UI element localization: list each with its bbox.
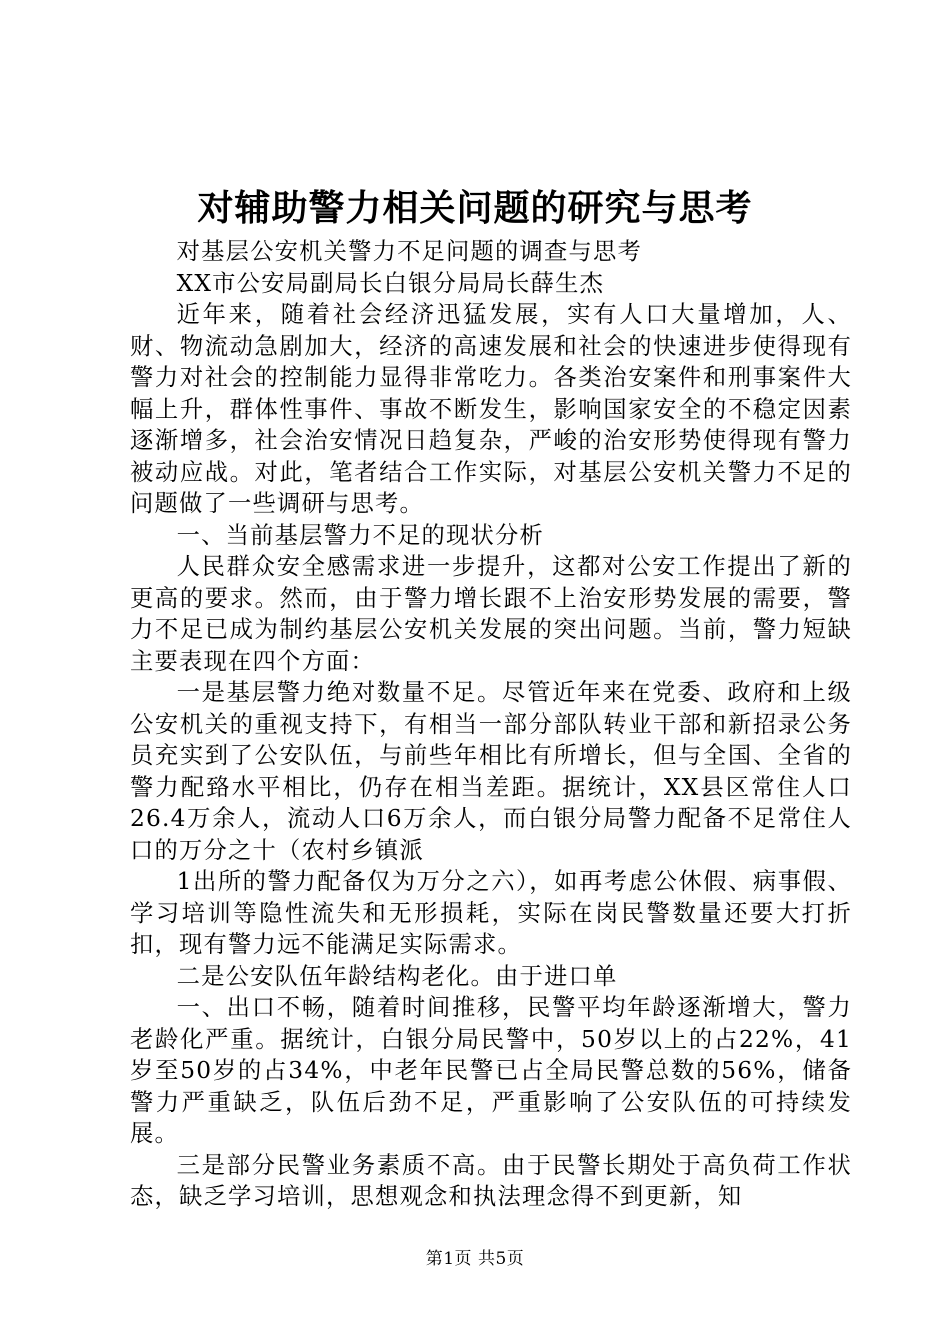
paragraph: 近年来，随着社会经济迅猛发展，实有人口大量增加，人、财、物流动急剧加大，经济的高速发展和社会的快速进步使得现有警力对社会的控制能力显得非常吃力。各类治安案件和刑事案件大幅上升，群体性事件、事故不断发生，影响国家安全的不稳定因素逐渐增多，社会治安情况日趋复杂，严峻的治安形势使得现有警力被动应战。对此，笔者结合工作实际，对基层公安机关警力不足的问题做了一些调研与思考。 [130, 301, 852, 517]
page-title: 对辅助警力相关问题的研究与思考 [197, 187, 753, 229]
paragraph: 三是部分民警业务素质不高。由于民警长期处于高负荷工作状态，缺乏学习培训，思想观念和执法理念得不到更新，知 [130, 1151, 852, 1210]
paragraph: 一是基层警力绝对数量不足。尽管近年来在党委、政府和上级公安机关的重视支持下，有相当一部分部队转业干部和新招录公务员充实到了公安队伍，与前些年相比有所增长，但与全国、全省的警力配臵水平相比，仍存在相当差距。据统计，XX县区常住人口26.4万余人，流动人口6万余人，而白银分局警力配备不足常住人口的万分之十（农村乡镇派 [130, 679, 852, 864]
paragraph: 一、出口不畅，随着时间推移，民警平均年龄逐渐增大，警力老龄化严重。据统计，白银分局民警中，50岁以上的占22%，41岁至50岁的占34%，中老年民警已占全局民警总数的56%，储备警力严重缺乏，队伍后劲不足，严重影响了公安队伍的可持续发展。 [130, 994, 852, 1147]
paragraph: 二是公安队伍年龄结构老化。由于进口单 [176, 962, 618, 990]
page-footer: 第1页 共5页 [425, 1249, 525, 1269]
document-body [130, 236, 852, 1213]
subtitle: 对基层公安机关警力不足问题的调查与思考 [176, 238, 643, 265]
paragraph: 1出所的警力配备仅为万分之六），如再考虑公休假、病事假、学习培训等隐性流失和无形损耗，实际在岗民警数量还要大打折扣，现有警力远不能满足实际需求。 [130, 868, 852, 958]
paragraph: 人民群众安全感需求进一步提升，这都对公安工作提出了新的更高的要求。然而，由于警力增长跟不上治安形势发展的需要，警力不足已成为制约基层公安机关发展的突出问题。当前，警力短缺主要表现在四个方面： [130, 553, 852, 675]
author-line: XX市公安局副局长白银分局局长薛生杰 [176, 269, 605, 297]
section-heading: 一、当前基层警力不足的现状分析 [176, 521, 545, 549]
